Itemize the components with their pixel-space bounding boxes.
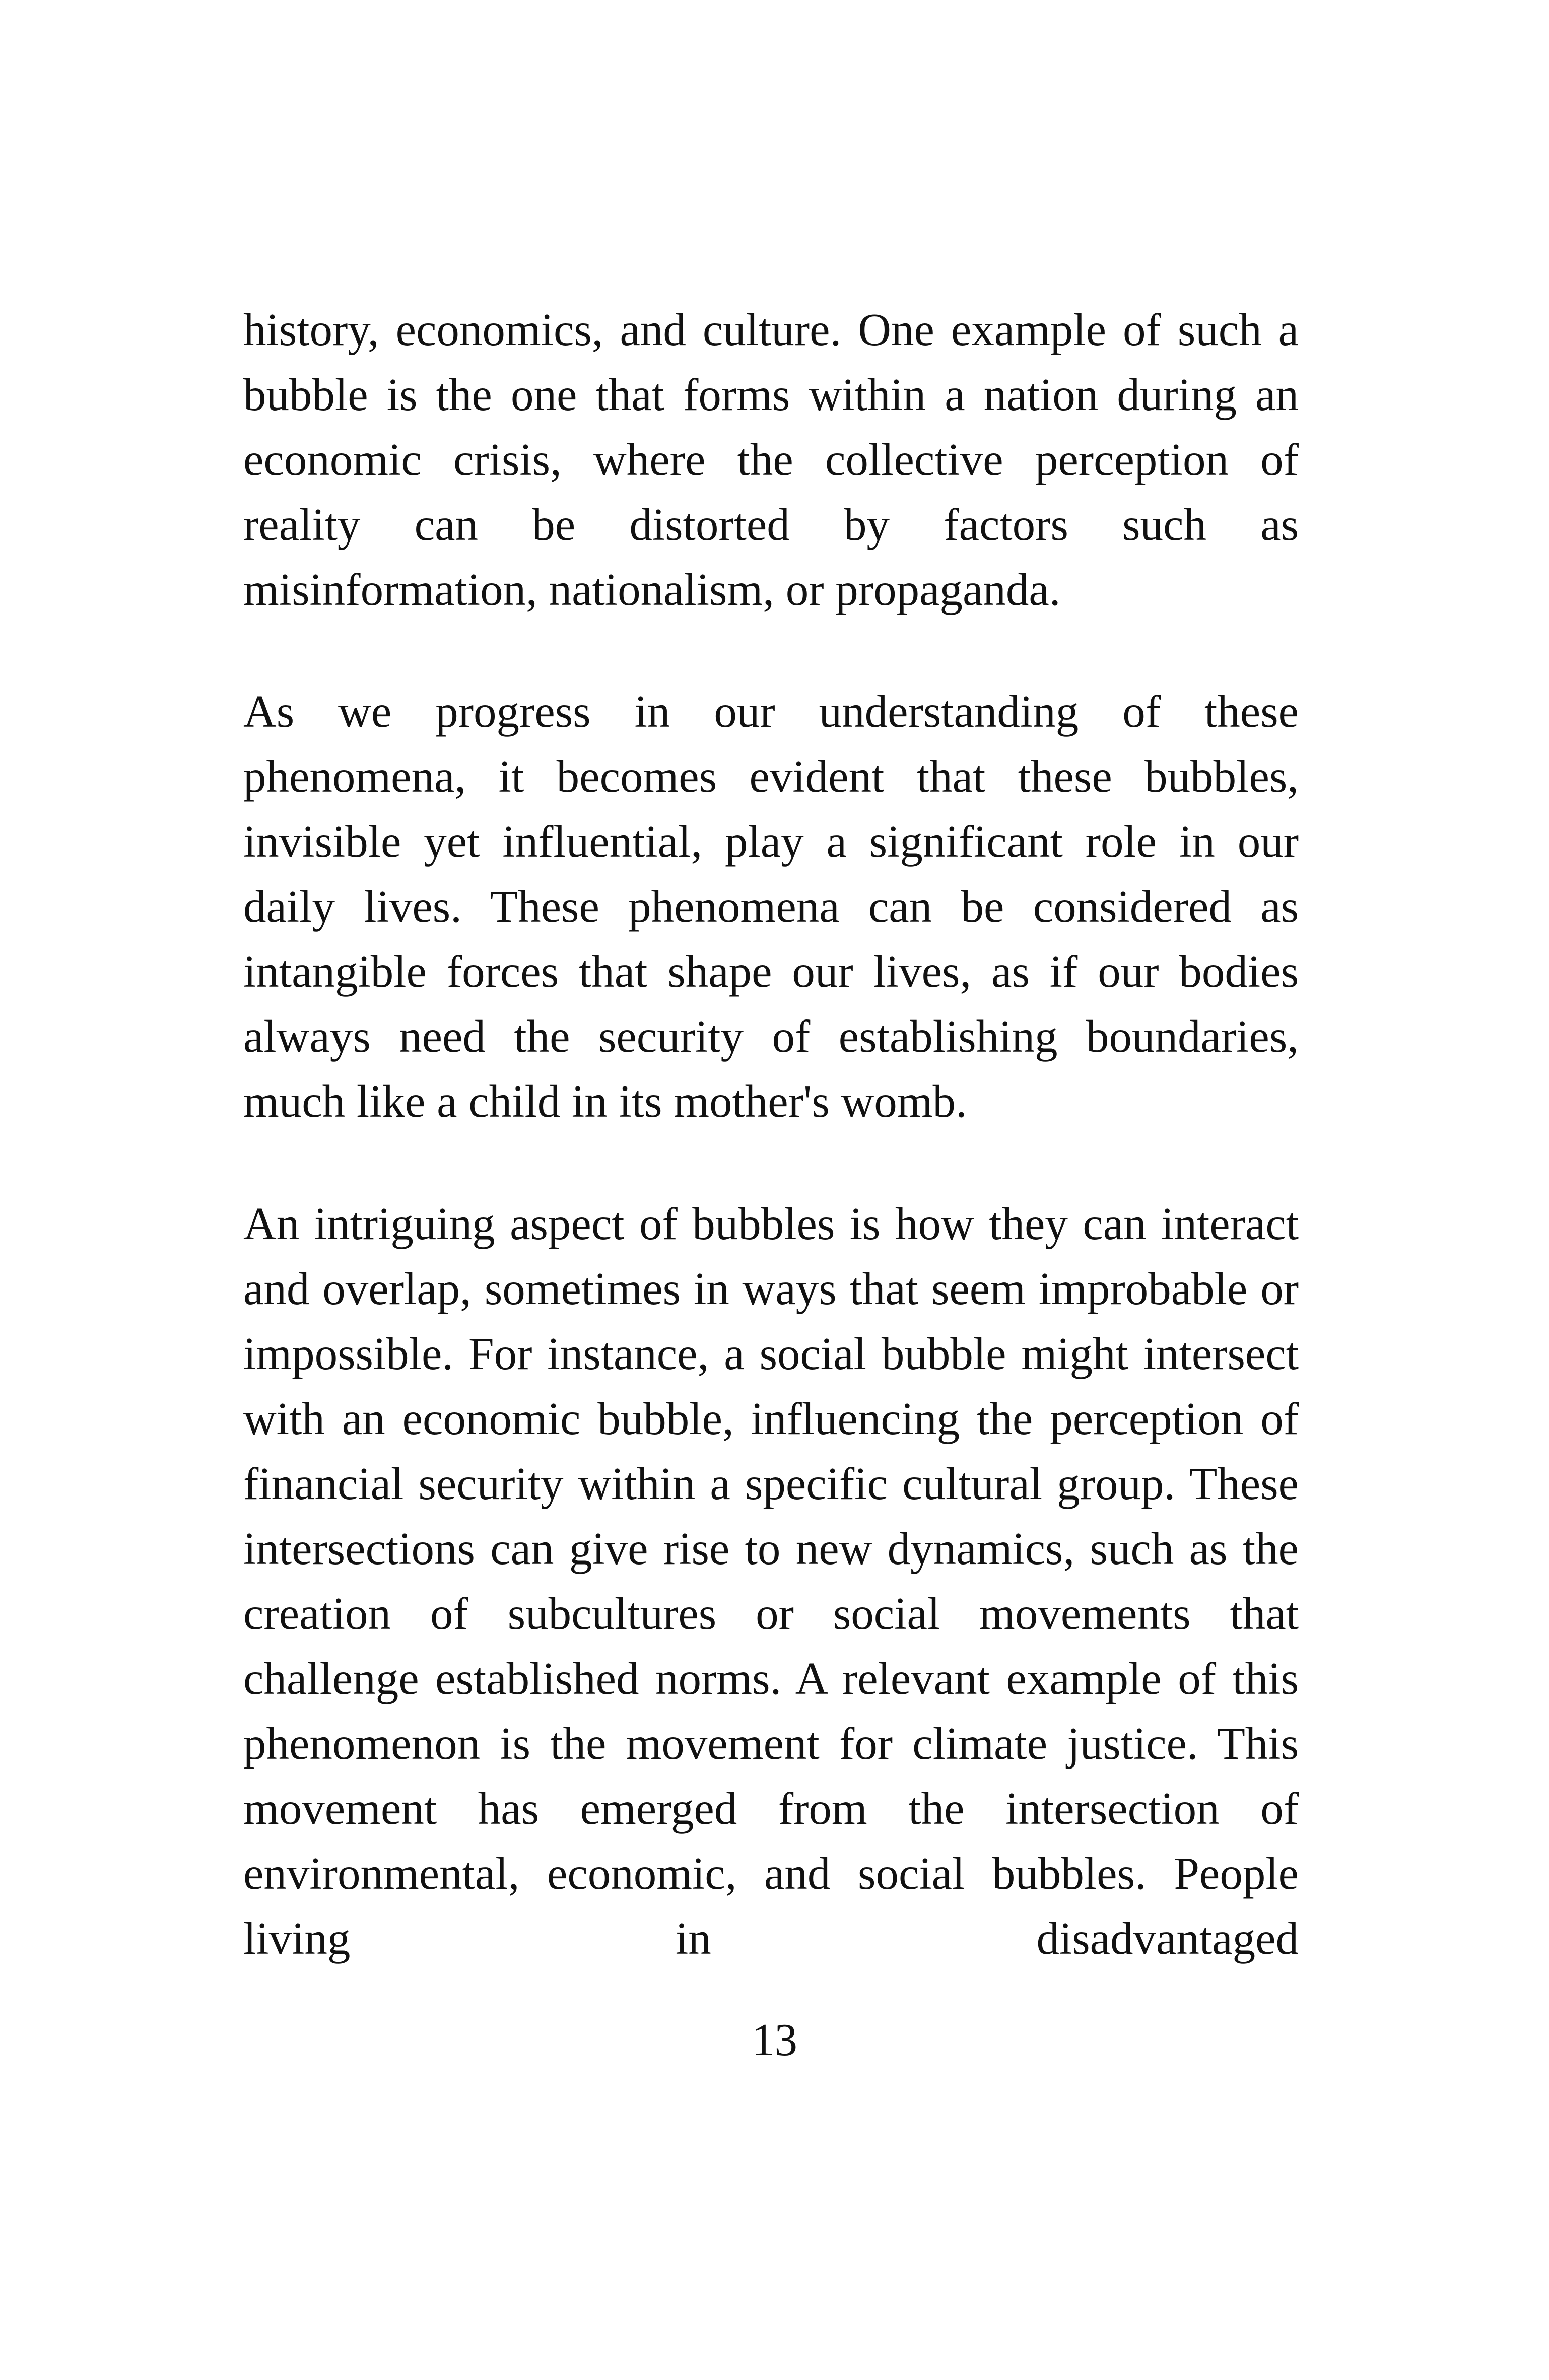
paragraph-2: As we progress in our understanding of these phenomena, it becomes evident that these bubbles, invisible yet influential, play a significant role in our daily lives. These phenomena can be considered as intangible forces that shape our lives, as if our bodies always need the security of establishing boundaries, much like a child in its mother's womb. [243, 686, 1299, 1127]
paragraph-3: An intriguing aspect of bubbles is how they can interact and overlap, sometimes in ways that seem improbable or impossible. For instance, a social bubble might intersect with an economic bubble, influencing the perception of financial security within a specific cultural group. These intersections can give rise to new dynamics, such as the creation of subcultures or social movements that challenge established norms. A relevant example of this phenomenon is the movement for climate justice. This movement has emerged from the intersection of environmental, economic, and social bubbles. People living in disadvantaged [243, 1198, 1299, 1964]
page-number: 13 [752, 2014, 797, 2065]
paragraph-1: history, economics, and culture. One example of such a bubble is the one that forms within a nation during an economic crisis, where the collective perception of reality can be distorted by factors such as misinformation, nationalism, or propaganda. [243, 304, 1299, 615]
